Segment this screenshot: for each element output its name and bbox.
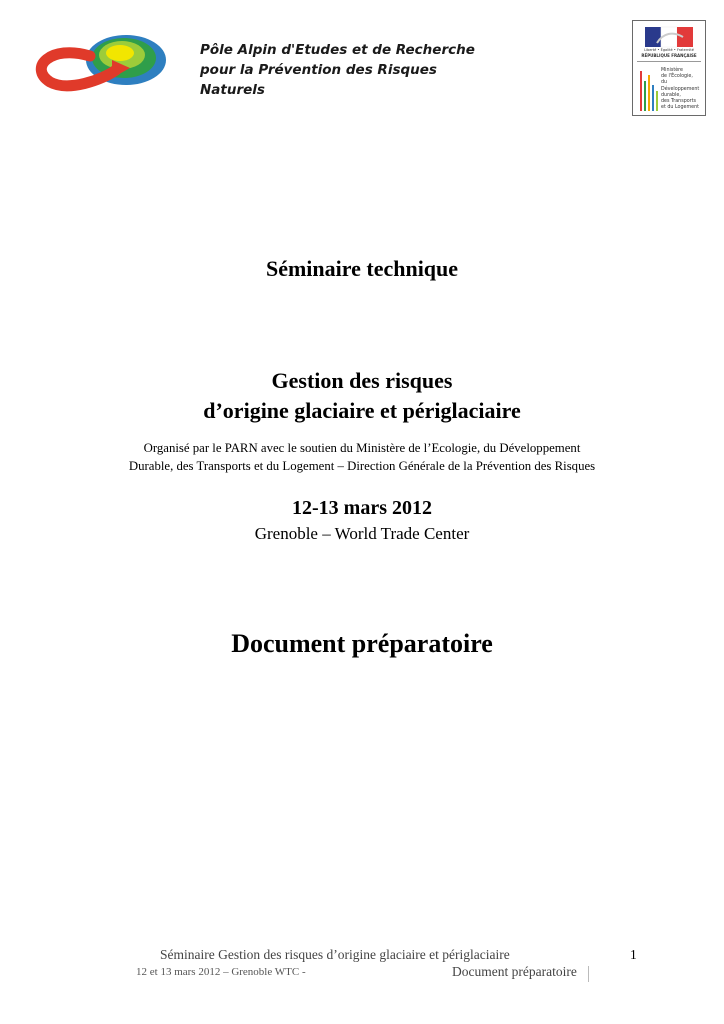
gov-motto: Liberté • Égalité • Fraternité: [644, 48, 694, 52]
event-venue: Grenoble – World Trade Center: [254, 524, 470, 543]
topic-title: [0, 366, 724, 426]
document-title: Document préparatoire: [231, 629, 493, 658]
ministry-line: durable,: [661, 92, 681, 98]
org-name-line1: Pôle Alpin d'Etudes et de Recherche: [200, 42, 475, 58]
footer-divider: [588, 966, 589, 982]
ministry-line: Ministère: [661, 68, 683, 73]
organizer-line2: Durable, des Transports et du Logement – Direction Générale de la Prévention des Risques: [128, 459, 596, 473]
ministry-logo: [632, 20, 706, 116]
parn-logo: [28, 30, 168, 92]
page-number: 1: [630, 947, 637, 962]
org-name-line2: pour la Prévention des Risques Naturels: [200, 62, 437, 98]
ministry-line: du Développement: [661, 80, 700, 92]
ministry-text: [661, 68, 705, 111]
footer-doc-label: Document préparatoire: [452, 964, 577, 979]
seminar-label: Séminaire technique: [265, 256, 459, 281]
organization-name: [200, 40, 500, 100]
topic-line1: Gestion des risques: [271, 368, 453, 393]
footer-title: Séminaire Gestion des risques d’origine glaciaire et périglaciaire: [160, 947, 510, 962]
ministry-line: de l'Écologie,: [661, 74, 693, 80]
topic-line2: d’origine glaciaire et périglaciaire: [203, 398, 521, 423]
organizer-statement: [0, 439, 724, 475]
footer-date-location: 12 et 13 mars 2012 – Grenoble WTC -: [136, 966, 306, 978]
ministry-line: des Transports: [661, 99, 697, 105]
ministry-line: et du Logement: [661, 105, 700, 111]
gov-republic: RÉPUBLIQUE FRANÇAISE: [641, 53, 697, 58]
organizer-line1: Organisé par le PARN avec le soutien du Ministère de l’Ecologie, du Développement: [143, 441, 581, 455]
event-dates: 12-13 mars 2012: [292, 497, 432, 519]
